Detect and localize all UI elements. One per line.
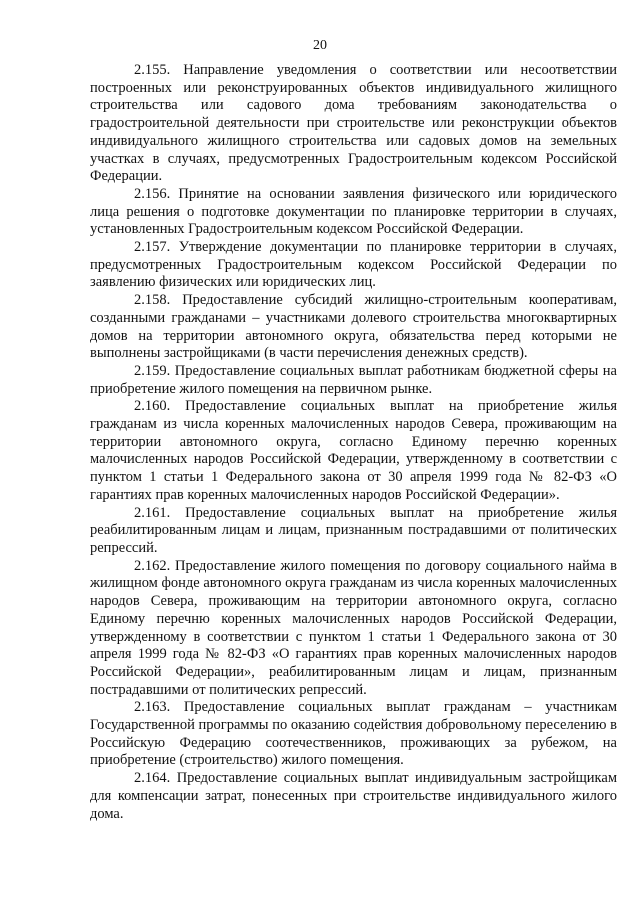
paragraph-2-164: 2.164. Предоставление социальных выплат индивидуальным застройщикам для компенсации затрат, понесенных при строительстве индивидуального жилого дома. (90, 770, 617, 822)
paragraph-2-163: 2.163. Предоставление социальных выплат гражданам – участникам Государственной программы по оказанию содействия добровольному переселению в Российскую Федерацию соотечественников, проживающих за рубежом, на приобретение (строительство) жилого помещения. (90, 699, 617, 769)
paragraph-2-158: 2.158. Предоставление субсидий жилищно-строительным кооперативам, созданными гражданами – участниками долевого строительства многоквартирных домов на территории автономного округа, обязательства перед которыми не выполнены застройщиками (в части перечисления денежных средств). (90, 292, 617, 362)
paragraph-2-161: 2.161. Предоставление социальных выплат на приобретение жилья реабилитированным лицам и лицам, признанным пострадавшими от политических репрессий. (90, 504, 617, 556)
page-number: 20 (313, 38, 327, 53)
paragraph-2-155: 2.155. Направление уведомления о соответствии или несоответствии построенных или реконструированных объектов индивидуального жилищного строительства или садового дома требованиям законодательства о градостроительной деятельности при строительстве или реконструкции объектов индивидуального жилищного строительства или садовых домов на земельных участках в случаях, предусмотренных Градостроительным кодексом Российской Федерации. (90, 62, 617, 185)
paragraph-2-157: 2.157. Утверждение документации по планировке территории в случаях, предусмотренных Градостроительным кодексом Российской Федерации по заявлению физических или юридических лиц. (90, 239, 617, 291)
paragraph-2-162: 2.162. Предоставление жилого помещения по договору социального найма в жилищном фонде автономного округа гражданам из числа коренных малочисленных народов Севера, проживающим на территории автономного округа, согласно Единому перечню коренных малочисленных народов Российской Федерации, утвержденному в соответствии с пунктом 1 статьи 1 Федерального закона от 30 апреля 1999 года № 82-ФЗ «О гарантиях прав коренных малочисленных народов Российской Федерации», реабилитированным лицам и лицам, признанным пострадавшими от политических репрессий. (90, 557, 617, 698)
paragraph-2-160: 2.160. Предоставление социальных выплат на приобретение жилья гражданам из числа коренных малочисленных народов Севера, проживающим на территории автономного округа, согласно Единому перечню коренных малочисленных народов Российской Федерации, утвержденному в соответствии с пунктом 1 статьи 1 Федерального закона от 30 апреля 1999 года № 82-ФЗ «О гарантиях прав коренных малочисленных народов Российской Федерации». (90, 398, 617, 503)
document-body (90, 62, 617, 823)
paragraph-2-156: 2.156. Принятие на основании заявления физического или юридического лица решения о подготовке документации по планировке территории в случаях, установленных Градостроительным кодексом Российской Федерации. (90, 185, 617, 238)
paragraph-2-159: 2.159. Предоставление социальных выплат работникам бюджетной сферы на приобретение жилого помещения на первичном рынке. (90, 362, 617, 397)
